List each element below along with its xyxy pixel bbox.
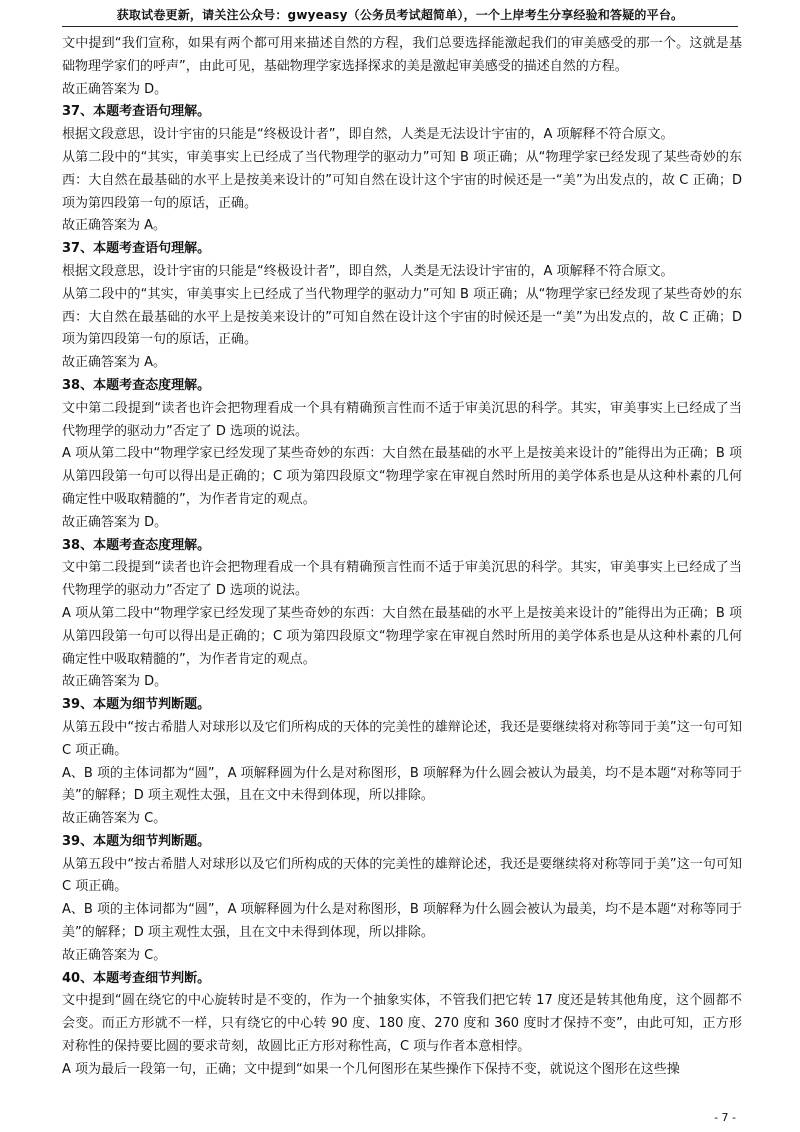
answer-line: 故正确答案为 D。 xyxy=(62,81,168,97)
answer-line: 故正确答案为 D。 xyxy=(62,514,168,530)
explanation-paragraph: 根据文段意思，设计宇宙的只能是“终极设计者”，即自然，人类是无法设计宇宙的，A 项解释不符合原文。 xyxy=(62,127,674,143)
question-heading: 37、本题考查语句理解。 xyxy=(62,241,211,257)
explanation-paragraph: A 项从第二段中“物理学家已经发现了某些奇妙的东西：大自然在最基础的水平上是按美来设计的”能得出为正确；B 项从第四段第一句可以得出是正确的；C 项为第四段原文“物理学家在审视自然时所用的美学体系也是从这种朴素的几何确定性中吸取精髓的”，为作者肯定的观点。 xyxy=(62,605,742,667)
answer-line: 故正确答案为 A。 xyxy=(62,218,167,234)
page-header: 获取试卷更新，请关注公众号：gwyeasy（公务员考试超简单），一个上岸考生分享经验和答疑的平台。 xyxy=(116,8,684,22)
explanation-paragraph: 从第五段中“按古希腊人对球形以及它们所构成的天体的完美性的雄辩论述，我还是要继续将对称等同于美”这一句可知 C 项正确。 xyxy=(62,719,742,758)
question-heading: 38、本题考查态度理解。 xyxy=(62,537,211,553)
explanation-paragraph: 文中第二段提到“读者也许会把物理看成一个具有精确预言性而不适于审美沉思的科学。其实，审美事实上已经成了当代物理学的驱动力”否定了 D 选项的说法。 xyxy=(62,560,742,599)
explanation-paragraph: 从第二段中的“其实，审美事实上已经成了当代物理学的驱动力”可知 B 项正确；从“物理学家已经发现了某些奇妙的东西：大自然在最基础的水平上是按美来设计的”可知自然在设计这个宇宙的时候还是一“美”为出发点的，故 C 正确；D 项为第四段第一句的原话，正确。 xyxy=(62,286,742,348)
document-body xyxy=(62,33,742,1082)
answer-line: 故正确答案为 D。 xyxy=(62,674,168,690)
question-heading: 40、本题考查细节判断。 xyxy=(62,970,211,986)
explanation-paragraph: 从第二段中的“其实，审美事实上已经成了当代物理学的驱动力”可知 B 项正确；从“物理学家已经发现了某些奇妙的东西：大自然在最基础的水平上是按美来设计的”可知自然在设计这个宇宙的时候还是一“美”为出发点的，故 C 正确；D 项为第四段第一句的原话，正确。 xyxy=(62,149,742,211)
explanation-paragraph: A、B 项的主体词都为“圆”，A 项解释圆为什么是对称图形，B 项解释为什么圆会被认为最美，均不是本题“对称等同于美”的解释；D 项主观性太强，且在文中未得到体现，所以排除。 xyxy=(62,765,742,804)
explanation-paragraph: 文中提到“圆在绕它的中心旋转时是不变的，作为一个抽象实体，不管我们把它转 17 度还是转其他角度，这个圆都不会变。而正方形就不一样，只有绕它的中心转 90 度、180 度、270 度和 360 度时才保持不变”，由此可知，正方形对称性的保持要比圆的要求苛刻，故圆比正方形对称性高，C 项与作者本意相悖。 xyxy=(62,993,742,1055)
answer-line: 故正确答案为 C。 xyxy=(62,947,167,963)
explanation-paragraph: A 项从第二段中“物理学家已经发现了某些奇妙的东西：大自然在最基础的水平上是按美来设计的”能得出为正确；B 项从第四段第一句可以得出是正确的；C 项为第四段原文“物理学家在审视自然时所用的美学体系也是从这种朴素的几何确定性中吸取精髓的”，为作者肯定的观点。 xyxy=(62,446,742,507)
header-divider xyxy=(62,26,738,27)
question-heading: 37、本题考查语句理解。 xyxy=(62,104,211,120)
question-heading: 38、本题考查态度理解。 xyxy=(62,377,211,393)
question-heading: 39、本题为细节判断题。 xyxy=(62,833,211,849)
explanation-paragraph: 根据文段意思，设计宇宙的只能是“终极设计者”，即自然，人类是无法设计宇宙的，A 项解释不符合原文。 xyxy=(62,263,674,279)
answer-line: 故正确答案为 C。 xyxy=(62,811,167,827)
explanation-paragraph: 文中提到“我们宣称，如果有两个都可用来描述自然的方程，我们总要选择能激起我们的审美感受的那一个。这就是基础物理学家们的呼声”，由此可见，基础物理学家选择探求的美是激起审美感受的描述自然的方程。 xyxy=(62,36,742,74)
explanation-paragraph: 文中第二段提到“读者也许会把物理看成一个具有精确预言性而不适于审美沉思的科学。其实，审美事实上已经成了当代物理学的驱动力”否定了 D 选项的说法。 xyxy=(62,400,742,439)
explanation-paragraph: A 项为最后一段第一句，正确；文中提到“如果一个几何图形在某些操作下保持不变，就说这个图形在这些操 xyxy=(62,1061,680,1077)
question-heading: 39、本题为细节判断题。 xyxy=(62,697,211,713)
explanation-paragraph: 从第五段中“按古希腊人对球形以及它们所构成的天体的完美性的雄辩论述，我还是要继续将对称等同于美”这一句可知 C 项正确。 xyxy=(62,856,742,895)
page-number: - 7 - xyxy=(714,1111,736,1124)
answer-line: 故正确答案为 A。 xyxy=(62,355,167,371)
explanation-paragraph: A、B 项的主体词都为“圆”，A 项解释圆为什么是对称图形，B 项解释为什么圆会被认为最美，均不是本题“对称等同于美”的解释；D 项主观性太强，且在文中未得到体现，所以排除。 xyxy=(62,902,742,941)
